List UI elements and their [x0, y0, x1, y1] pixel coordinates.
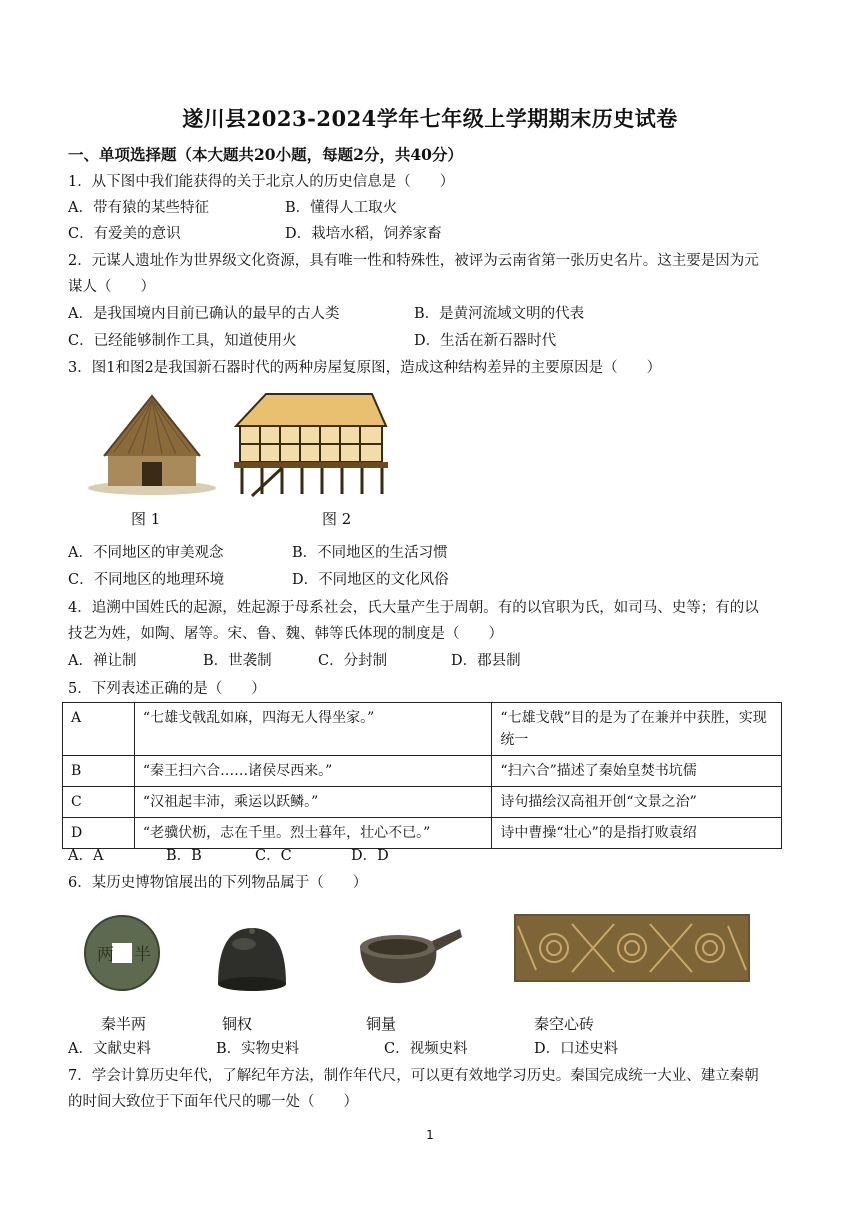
table-row	[63, 787, 782, 818]
row-label: C	[63, 787, 135, 818]
q2-option-d: D．生活在新石器时代	[414, 333, 557, 349]
question-7-stem: 7．学会计算历史年代，了解纪年方法，制作年代尺，可以更有效地学习历史。秦国完成统一大业、建立秦朝	[68, 1068, 759, 1084]
q6-option-c: C．视频史料	[384, 1041, 468, 1057]
q3-option-d: D．不同地区的文化风俗	[292, 572, 449, 588]
q6-option-d: D．口述史料	[534, 1041, 619, 1057]
figure-1-caption: 图 1	[131, 510, 161, 528]
table-row	[63, 818, 782, 849]
q2-option-c: C．已经能够制作工具，知道使用火	[68, 333, 297, 349]
q5-option-a: A．A	[68, 848, 104, 864]
question-7-stem-cont: 的时间大致位于下面年代尺的哪一处（ ）	[68, 1094, 358, 1110]
hollow-brick-image	[514, 914, 750, 982]
row-quote: “老骥伏枥，志在千里。烈士暮年，壮心不已。”	[134, 818, 491, 849]
coin-character-left: 两	[97, 945, 114, 965]
q5-option-b: B．B	[166, 848, 202, 864]
q1-option-c: C．有爱美的意识	[68, 226, 181, 242]
table-row	[63, 703, 782, 756]
row-quote: “七雄戈戟乱如麻，四海无人得坐家。”	[134, 703, 491, 756]
q1-option-b: B．懂得人工取火	[285, 200, 398, 216]
q5-table	[62, 702, 782, 849]
row-note: 诗句描绘汉高祖开创“文景之治”	[492, 787, 782, 818]
round-hut-image	[84, 388, 220, 496]
row-label: A	[63, 703, 135, 756]
table-row	[63, 756, 782, 787]
question-3-stem: 3．图1和图2是我国新石器时代的两种房屋复原图，造成这种结构差异的主要原因是（ ）	[68, 360, 662, 376]
q1-option-a: A．带有猿的某些特征	[68, 200, 209, 216]
row-note: “七雄戈戟”目的是为了在兼并中获胜，实现统一	[492, 703, 782, 756]
q6-option-a: A．文献史料	[68, 1041, 151, 1057]
row-label: B	[63, 756, 135, 787]
question-6-stem: 6．某历史博物馆展出的下列物品属于（ ）	[68, 875, 368, 891]
page-number: 1	[426, 1128, 434, 1142]
ban-liang-coin-image	[82, 913, 162, 993]
q3-option-c: C．不同地区的地理环境	[68, 572, 225, 588]
q5-option-c: C．C	[255, 848, 292, 864]
bronze-weight-image	[214, 922, 290, 994]
q4-option-d: D．郡县制	[451, 653, 521, 669]
question-4-stem: 4．追溯中国姓氏的起源，姓起源于母系社会，氏大量产生于周朝。有的以官职为氏，如司马、史等；有的以	[68, 600, 759, 616]
question-5-stem: 5．下列表述正确的是（ ）	[68, 681, 266, 697]
q3-option-a: A．不同地区的审美观念	[68, 545, 224, 561]
q5-option-d: D．D	[351, 848, 389, 864]
question-4-stem-cont: 技艺为姓，如陶、屠等。宋、鲁、魏、韩等氏体现的制度是（ ）	[68, 626, 503, 642]
row-quote: “汉祖起丰沛，乘运以跃鳞。”	[134, 787, 491, 818]
q3-option-b: B．不同地区的生活习惯	[292, 545, 448, 561]
coin-character-right: 半	[134, 945, 151, 965]
q1-option-d: D．栽培水稻，饲养家畜	[285, 226, 442, 242]
caption-bronze-weight: 铜权	[222, 1015, 253, 1033]
q4-option-a: A．禅让制	[68, 653, 137, 669]
page-title: 遂川县2023-2024学年七年级上学期期末历史试卷	[182, 106, 678, 131]
section-heading: 一、单项选择题（本大题共20小题，每题2分，共40分）	[68, 145, 463, 164]
row-quote: “秦王扫六合……诸侯尽西来。”	[134, 756, 491, 787]
q4-option-c: C．分封制	[318, 653, 388, 669]
q2-option-b: B．是黄河流域文明的代表	[414, 306, 585, 322]
stilt-house-image	[222, 390, 392, 498]
q2-option-a: A．是我国境内目前已确认的最早的古人类	[68, 306, 340, 322]
question-2-stem-cont: 谋人（ ）	[68, 279, 155, 295]
q4-option-b: B．世袭制	[203, 653, 272, 669]
row-note: 诗中曹操“壮心”的是指打败袁绍	[492, 818, 782, 849]
caption-ban-liang: 秦半两	[101, 1015, 147, 1033]
question-2-stem: 2．元谋人遗址作为世界级文化资源，具有唯一性和特殊性，被评为云南省第一张历史名片。这主要是因为元	[68, 253, 759, 269]
row-note: “扫六合”描述了秦始皇焚书坑儒	[492, 756, 782, 787]
caption-hollow-brick: 秦空心砖	[534, 1015, 595, 1033]
row-label: D	[63, 818, 135, 849]
caption-bronze-measure: 铜量	[366, 1015, 397, 1033]
q6-option-b: B．实物史料	[216, 1041, 300, 1057]
bronze-measure-image	[352, 913, 464, 993]
question-1-stem: 1．从下图中我们能获得的关于北京人的历史信息是（ ）	[68, 174, 455, 190]
figure-2-caption: 图 2	[322, 510, 352, 528]
